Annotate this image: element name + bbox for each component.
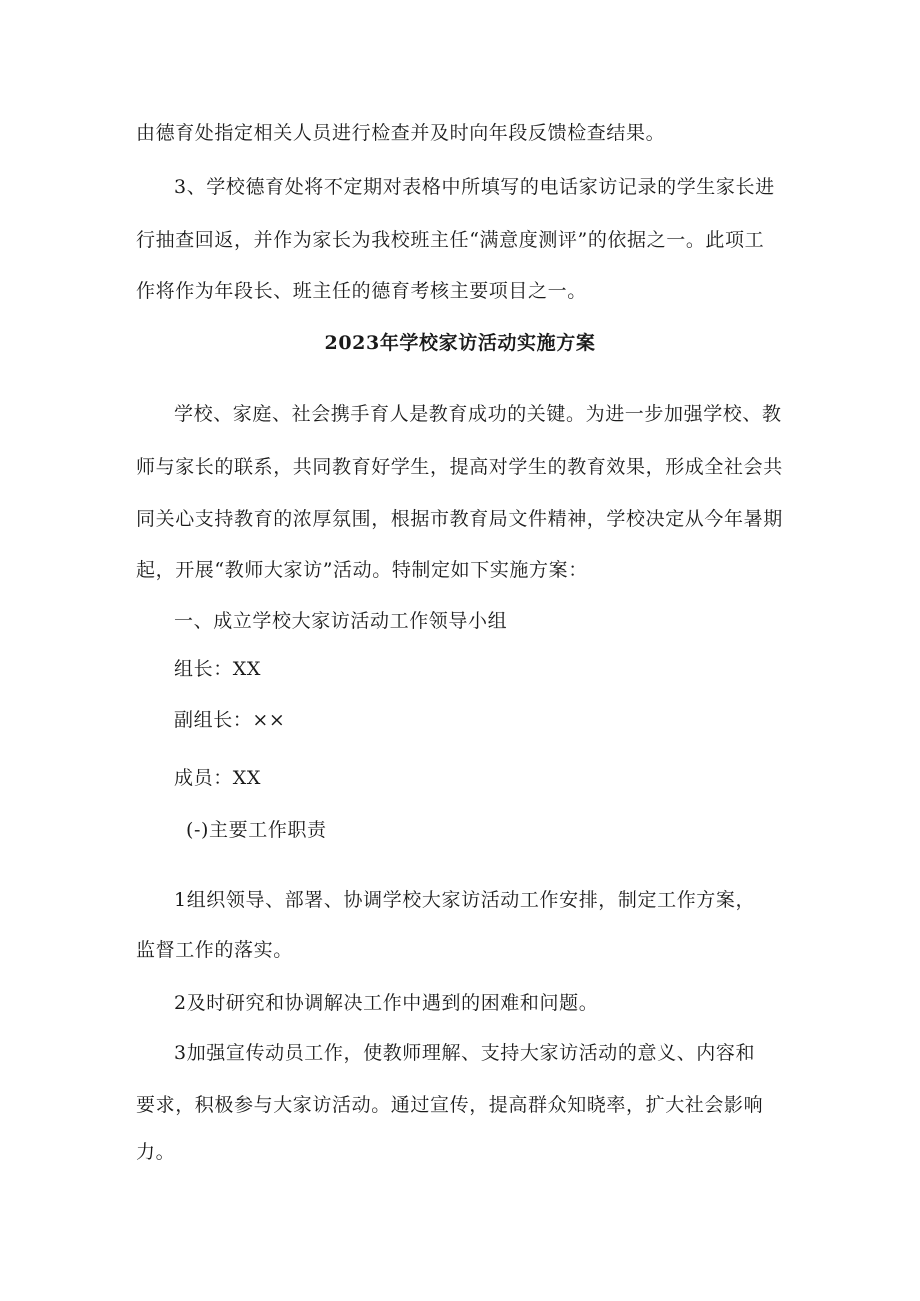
paragraph-line: 同关心支持教育的浓厚氛围，根据市教育局文件精神，学校决定从今年暑期 — [136, 508, 783, 530]
deputy-leader-line: 副组长：×× — [174, 709, 286, 731]
paragraph-line: 学校、家庭、社会携手育人是教育成功的关键。为进一步加强学校、教 — [174, 403, 782, 425]
leader-line: 组长：XX — [174, 658, 262, 680]
paragraph-line: 3、学校德育处将不定期对表格中所填写的电话家访记录的学生家长进 — [174, 176, 775, 198]
paragraph-line: 1组织领导、部署、协调学校大家访活动工作安排，制定工作方案， — [174, 889, 756, 911]
paragraph-line: 3加强宣传动员工作，使教师理解、支持大家访活动的意义、内容和 — [174, 1042, 756, 1064]
subheading-duties: (-)主要工作职责 — [186, 819, 327, 841]
paragraph-line: 行抽查回返，并作为家长为我校班主任“满意度测评”的依据之一。此项工 — [136, 229, 765, 251]
paragraph-line: 监督工作的落实。 — [136, 939, 293, 961]
paragraph-line: 2及时研究和协调解决工作中遇到的困难和问题。 — [174, 992, 599, 1014]
members-line: 成员：XX — [174, 767, 262, 789]
paragraph-line: 要求，积极参与大家访活动。通过宣传，提高群众知晓率，扩大社会影响 — [136, 1094, 764, 1116]
paragraph-line: 作将作为年段长、班主任的德育考核主要项目之一。 — [136, 280, 587, 302]
paragraph-line: 力。 — [136, 1141, 176, 1163]
heading-leadership-group: 一、成立学校大家访活动工作领导小组 — [174, 610, 508, 632]
section-title: 2023年学校家访活动实施方案 — [324, 332, 596, 354]
paragraph-line: 师与家长的联系，共同教育好学生，提高对学生的教育效果，形成全社会共 — [136, 456, 783, 478]
paragraph-line: 起，开展“教师大家访”活动。特制定如下实施方案： — [136, 559, 588, 581]
paragraph-line: 由德育处指定相关人员进行检查并及时向年段反馈检查结果。 — [136, 122, 666, 144]
